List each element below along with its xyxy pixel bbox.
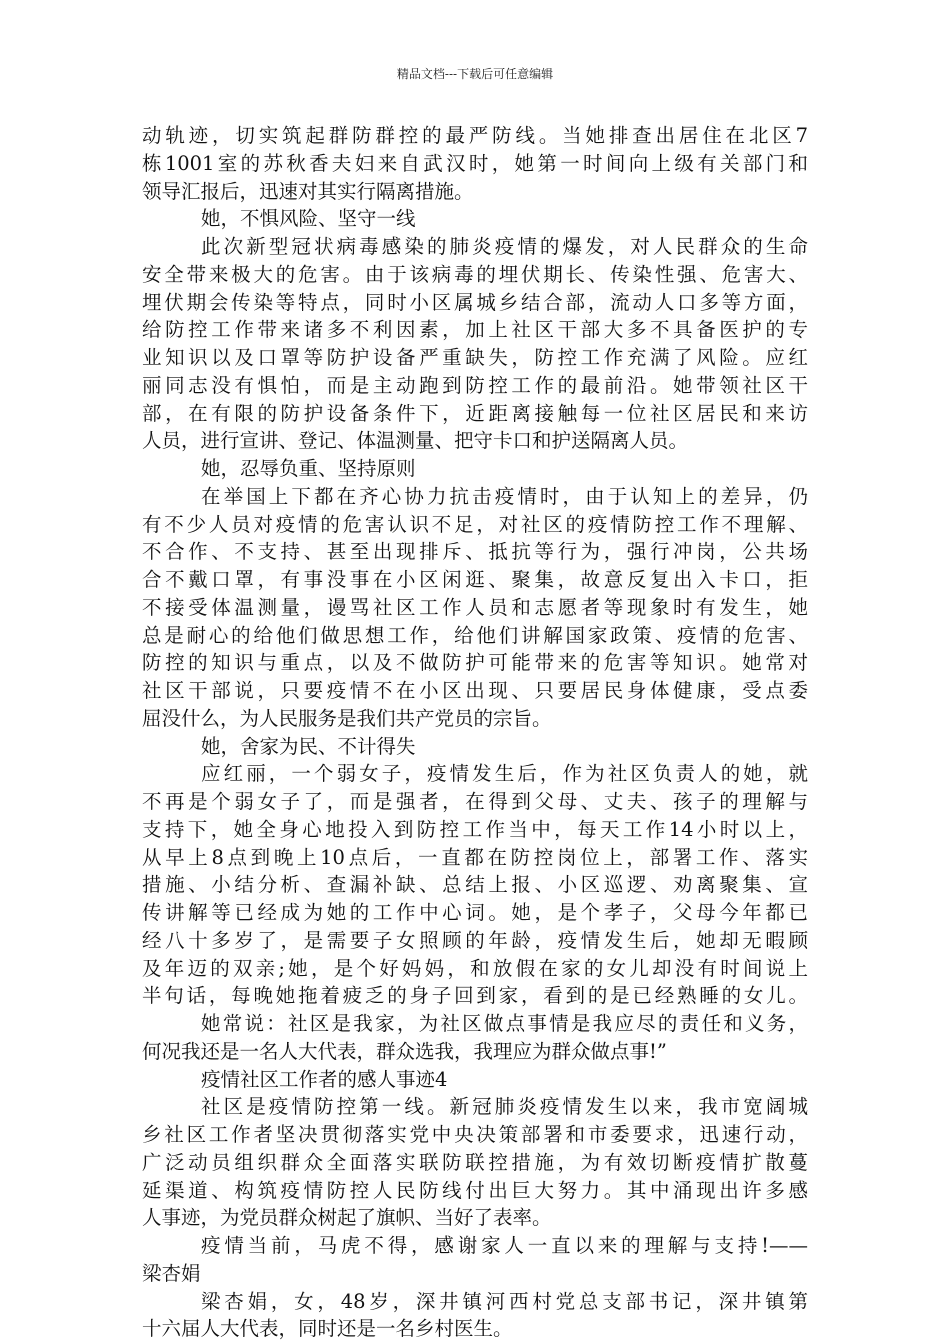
text-line: 领导汇报后，迅速对其实行隔离措施。 — [142, 179, 474, 203]
text-line: 梁杏娟 — [142, 1261, 201, 1285]
text-line: 从早上8点到晚上10点后，一直都在防控岗位上，部署工作、落实 — [142, 845, 808, 869]
text-line: 社区是疫情防控第一线。新冠肺炎疫情发生以来，我市宽阔城 — [201, 1095, 808, 1119]
text-line: 埋伏期会传染等特点，同时小区属城乡结合部，流动人口多等方面， — [142, 290, 808, 314]
text-line: 部，在有限的防护设备条件下，近距离接触每一位社区居民和来访 — [142, 401, 808, 425]
text-line: 何况我还是一名人大代表，群众选我，我理应为群众做点事!” — [142, 1039, 667, 1063]
text-line: 屈没什么，为人民服务是我们共产党员的宗旨。 — [142, 706, 552, 730]
text-line: 梁杏娟，女，48岁，深井镇河西村党总支部书记，深井镇第 — [201, 1289, 808, 1313]
text-line: 经八十多岁了，是需要子女照顾的年龄，疫情发生后，她却无暇顾 — [142, 928, 808, 952]
text-line: 给防控工作带来诸多不利因素，加上社区干部大多不具备医护的专 — [142, 318, 808, 342]
text-line: 及年迈的双亲;她，是个好妈妈，和放假在家的女儿却没有时间说上 — [142, 956, 808, 980]
text-line: 延渠道、构筑疫情防控人民防线付出巨大努力。其中涌现出许多感 — [142, 1178, 808, 1202]
text-line: 在举国上下都在齐心协力抗击疫情时，由于认知上的差异，仍 — [201, 484, 808, 508]
text-line: 措施、小结分析、查漏补缺、总结上报、小区巡逻、劝离聚集、宣 — [142, 873, 808, 897]
text-line: 半句话，每晚她拖着疲乏的身子回到家，看到的是已经熟睡的女儿。 — [142, 984, 808, 1008]
text-line: 不接受体温测量，谩骂社区工作人员和志愿者等现象时有发生，她 — [142, 595, 808, 619]
text-line: 防控的知识与重点，以及不做防护可能带来的危害等知识。她常对 — [142, 651, 808, 675]
text-line: 动轨迹，切实筑起群防群控的最严防线。当她排查出居住在北区7 — [142, 124, 808, 147]
text-line: 应红丽，一个弱女子，疫情发生后，作为社区负责人的她，就 — [201, 762, 808, 786]
page-header: 精品文档---下载后可任意编辑 — [396, 67, 554, 81]
text-line: 社区干部说，只要疫情不在小区出现、只要居民身体健康，受点委 — [142, 679, 808, 702]
section-heading: 她，舍家为民、不计得失 — [201, 734, 416, 758]
text-line: 人员，进行宣讲、登记、体温测量、把守卡口和护送隔离人员。 — [142, 429, 689, 453]
section-heading: 她，忍辱负重、坚持原则 — [201, 457, 416, 480]
text-line: 业知识以及口罩等防护设备严重缺失，防控工作充满了风险。应红 — [142, 346, 808, 369]
text-line: 安全带来极大的危害。由于该病毒的埋伏期长、传染性强、危害大、 — [142, 262, 808, 286]
text-line: 不合作、不支持、甚至出现排斥、抵抗等行为，强行冲岗，公共场 — [142, 540, 808, 564]
text-line: 支持下，她全身心地投入到防控工作当中，每天工作14小时以上， — [142, 817, 808, 841]
section-heading: 她，不惧风险、坚守一线 — [201, 207, 416, 231]
text-line: 有不少人员对疫情的危害认识不足，对社区的疫情防控工作不理解、 — [142, 512, 808, 536]
text-line: 疫情当前，马虎不得，感谢家人一直以来的理解与支持!—— — [201, 1234, 808, 1257]
document-body — [142, 122, 808, 1343]
text-line: 人事迹，为党员群众树起了旗帜、当好了表率。 — [142, 1206, 552, 1230]
text-line: 此次新型冠状病毒感染的肺炎疫情的爆发，对人民群众的生命 — [201, 235, 808, 258]
text-line: 栋1001室的苏秋香夫妇来自武汉时，她第一时间向上级有关部门和 — [142, 151, 808, 175]
text-line: 不再是个弱女子了，而是强者，在得到父母、丈夫、孩子的理解与 — [142, 790, 808, 813]
text-line: 传讲解等已经成为她的工作中心词。她，是个孝子，父母今年都已 — [142, 901, 808, 924]
text-line: 合不戴口罩，有事没事在小区闲逛、聚集，故意反复出入卡口，拒 — [142, 568, 808, 591]
text-line: 乡社区工作者坚决贯彻落实党中央决策部署和市委要求，迅速行动， — [142, 1123, 808, 1146]
text-line: 丽同志没有惧怕，而是主动跑到防控工作的最前沿。她带领社区干 — [142, 373, 808, 397]
section-heading: 疫情社区工作者的感人事迹4 — [201, 1067, 448, 1091]
text-line: 总是耐心的给他们做思想工作，给他们讲解国家政策、疫情的危害、 — [142, 623, 808, 647]
text-line: 她常说：社区是我家，为社区做点事情是我应尽的责任和义务， — [201, 1012, 808, 1035]
text-line: 广泛动员组织群众全面落实联防联控措施，为有效切断疫情扩散蔓 — [142, 1150, 808, 1174]
text-line: 十六届人大代表，同时还是一名乡村医生。 — [142, 1317, 513, 1341]
